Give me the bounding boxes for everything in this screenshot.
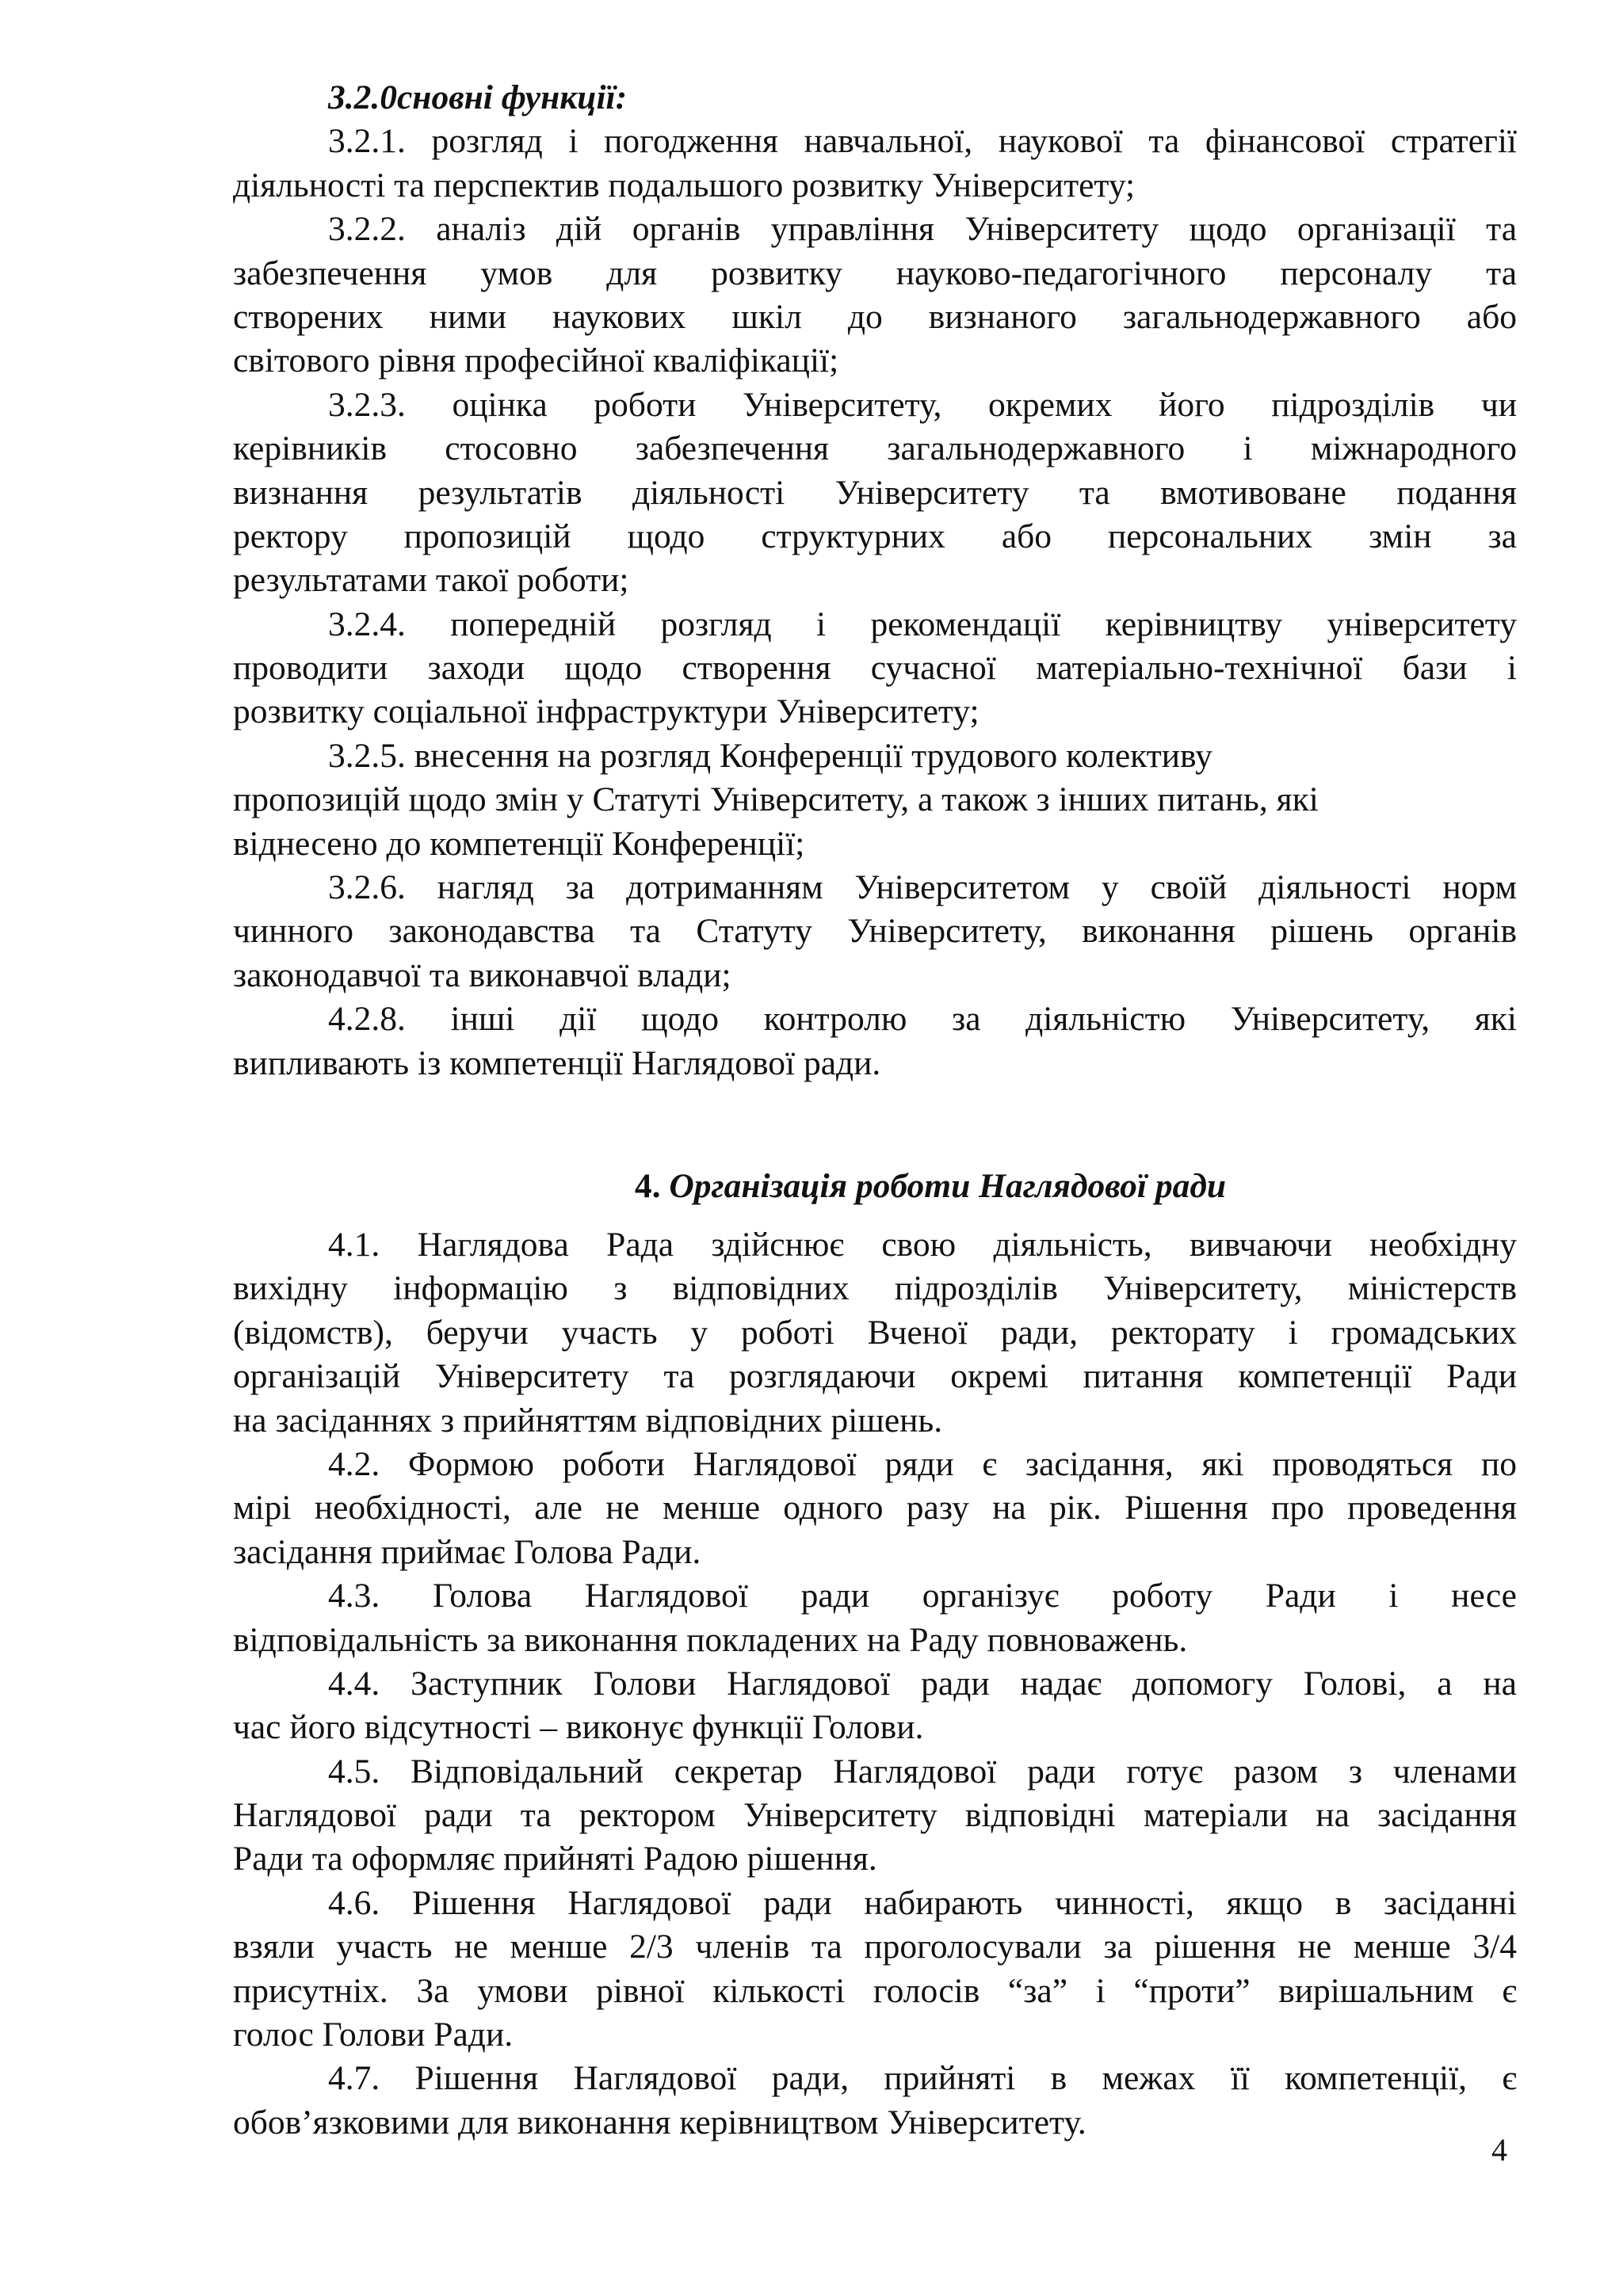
text-line: Наглядової ради та ректором Університету відповідні матеріали на засідання	[233, 1796, 1517, 1835]
text-line: взяли участь не менше 2/3 членів та проголосували за рішення не менше 3/4	[233, 1928, 1517, 1966]
text-line: 3.2.4. попередній розгляд і рекомендації керівництву університету	[328, 605, 1517, 643]
section-3-paragraphs	[233, 120, 1517, 1085]
text-line: керівників стосовно забезпечення загальнодержавного і міжнародного	[233, 429, 1517, 468]
text-line: 4.6. Рішення Наглядової ради набирають чинності, якщо в засіданні	[328, 1883, 1517, 1922]
text-line: обов’язковими для виконання керівництвом Університету.	[233, 2103, 1086, 2142]
text-line: 3.2.1. розгляд і погодження навчальної, наукової та фінансової стратегії	[328, 122, 1517, 161]
text-line: засідання приймає Голова Ради.	[233, 1532, 701, 1571]
page-number: 4	[1491, 2132, 1507, 2168]
text-line: 4.2.8. інші дії щодо контролю за діяльністю Університету, які	[328, 1000, 1517, 1039]
text-line: 4.4. Заступник Голови Наглядової ради надає допомогу Голові, а на	[328, 1664, 1517, 1703]
section-3-2-functions	[233, 76, 1517, 1085]
text-line: 4.1. Наглядова Рада здійснює свою діяльність, вивчаючи необхідну	[328, 1226, 1517, 1264]
text-line: ректору пропозицій щодо структурних або персональних змін за	[233, 517, 1517, 555]
text-line: віднесено до компетенції Конференції;	[233, 824, 805, 863]
text-line: час його відсутності – виконує функції Голови.	[233, 1708, 924, 1747]
text-line: 4.7. Рішення Наглядової ради, прийняті в межах її компетенції, є	[328, 2059, 1517, 2098]
text-line: (відомств), беручи участь у роботі Вченої ради, ректорату і громадських	[233, 1313, 1517, 1352]
text-line: 3.2.6. нагляд за дотриманням Університетом у своїй діяльності норм	[328, 868, 1517, 907]
text-line: 3.2.2. аналіз дій органів управління Університету щодо організації та	[328, 210, 1517, 249]
text-line: пропозицій щодо змін у Статуті Університету, а також з інших питань, які	[233, 780, 1319, 819]
text-line: мірі необхідності, але не менше одного разу на рік. Рішення про проведення	[233, 1489, 1517, 1527]
text-line: 3.2.5. внесення на розгляд Конференції трудового колективу	[328, 736, 1212, 775]
text-line: випливають із компетенції Наглядової ради.	[233, 1043, 881, 1082]
section-4-organization	[233, 1223, 1517, 2145]
text-line: Ради та оформляє прийняті Радою рішення.	[233, 1840, 877, 1878]
section-heading-main-functions: 3.2.0сновні функції:	[328, 78, 628, 116]
text-line: відповідальність за виконання покладених на Раду повноважень.	[233, 1620, 1188, 1659]
text-line: організацій Університету та розглядаючи окремі питання компетенції Ради	[233, 1357, 1517, 1396]
text-line: діяльності та перспектив подальшого розвитку Університету;	[233, 166, 1136, 204]
text-line: забезпечення умов для розвитку науково-педагогічного персоналу та	[233, 254, 1517, 292]
text-line: законодавчої та виконавчої влади;	[233, 955, 731, 994]
text-line: визнання результатів діяльності Університету та вмотивоване подання	[233, 473, 1517, 512]
text-line: результатами такої роботи;	[233, 561, 629, 600]
section-4-paragraphs	[233, 1223, 1517, 2145]
text-line: 4.5. Відповідальний секретар Наглядової ради готує разом з членами	[328, 1752, 1517, 1791]
section-4-title: Організація роботи Наглядової ради	[669, 1167, 1227, 1205]
text-line: чинного законодавства та Статуту Університету, виконання рішень органів	[233, 912, 1517, 951]
text-line: на засіданнях з прийняттям відповідних рішень.	[233, 1401, 943, 1440]
text-line: 4.3. Голова Наглядової ради організує роботу Ради і несе	[328, 1577, 1517, 1615]
text-line: 3.2.3. оцінка роботи Університету, окремих його підрозділів чи	[328, 385, 1517, 424]
text-line: світового рівня професійної кваліфікації;	[233, 341, 839, 380]
text-line: створених ними наукових шкіл до визнаного загальнодержавного або	[233, 297, 1517, 336]
text-line: голос Голови Ради.	[233, 2016, 514, 2054]
text-line: розвитку соціальної інфраструктури Університету;	[233, 692, 980, 731]
text-line: 4.2. Формою роботи Наглядової ряди є засідання, які проводяться по	[328, 1444, 1517, 1483]
text-line: вихідну інформацію з відповідних підрозділів Університету, міністерств	[233, 1269, 1517, 1308]
text-line: присутніх. За умови рівної кількості голосів “за” і “проти” вирішальним є	[233, 1971, 1517, 2010]
section-4-number: 4.	[634, 1167, 661, 1205]
section-4-heading	[233, 1165, 1517, 1208]
text-line: проводити заходи щодо створення сучасної матеріально-технічної бази і	[233, 649, 1517, 688]
